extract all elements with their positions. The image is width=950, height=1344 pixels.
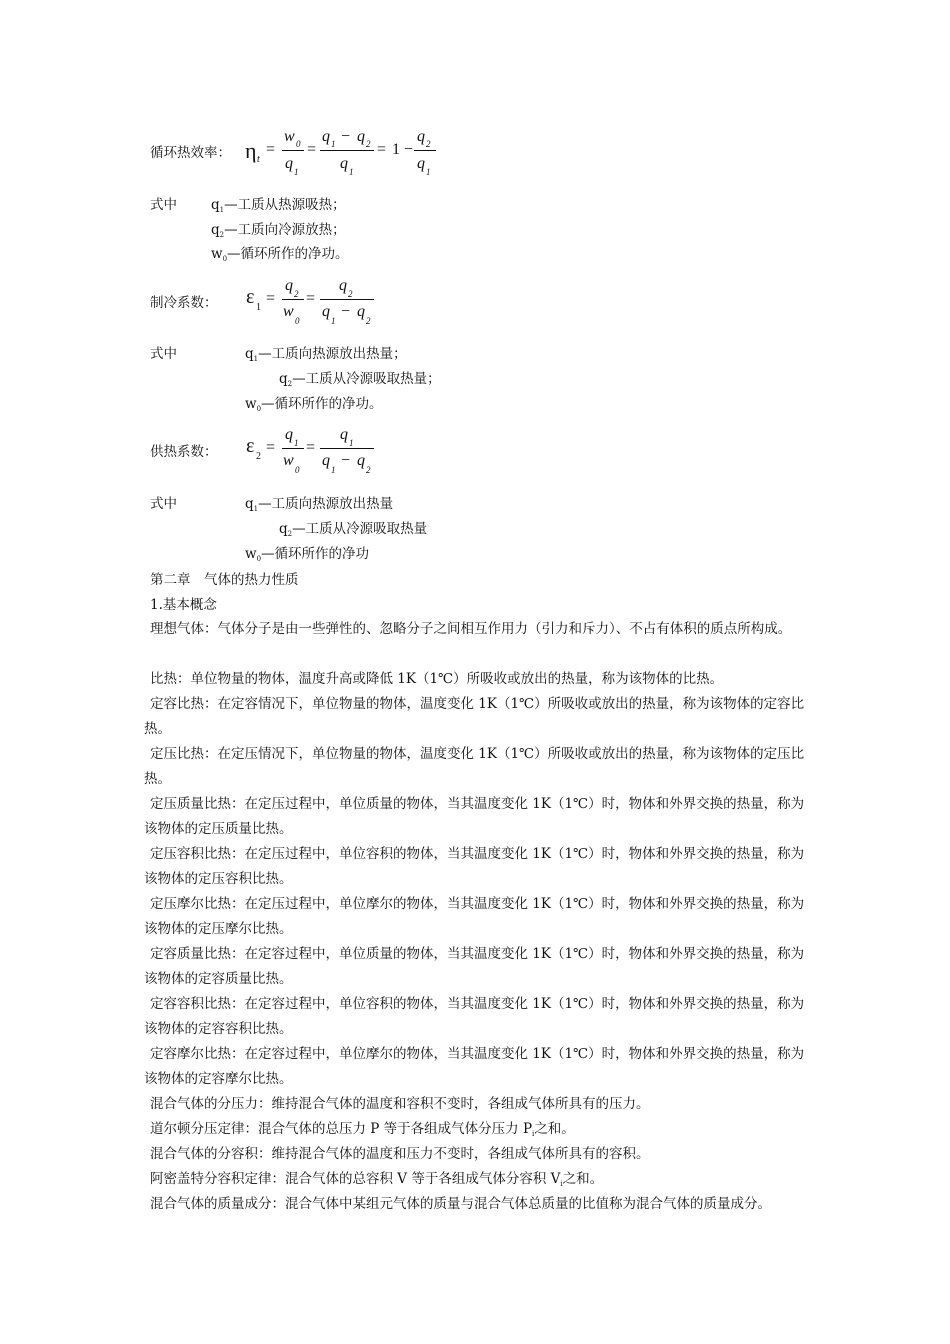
- legend-item: $q_2—$工质向冷源放热；: [211, 222, 346, 239]
- legend-item: $w_0—$循环所作的净功。: [245, 396, 383, 413]
- heating-label: 供热系数：: [150, 444, 218, 460]
- chapter-title: 第二章 气体的热力性质: [150, 572, 299, 588]
- definition-paragraph: 定压摩尔比热：在定压过程中，单位摩尔的物体，当其温度变化 1K（1℃）时，物体和外界交换的热量，称为该物体的定压摩尔比热。: [144, 896, 805, 937]
- legend-item: $q_2—$工质从冷源吸取热量: [279, 521, 428, 538]
- legend-item: $w_0—$循环所作的净功: [245, 546, 370, 563]
- legend-intro: 式中: [150, 346, 177, 362]
- legend-item: $q_1—$工质向热源放出热量: [245, 496, 394, 513]
- definition-paragraph: 定压质量比热：在定压过程中，单位质量的物体，当其温度变化 1K（1℃）时，物体和外界交换的热量，称为该物体的定压质量比热。: [144, 796, 805, 837]
- definition-paragraph: 理想气体：气体分子是由一些弹性的、忽略分子之间相互作用力（引力和斥力）、不占有体积的质点所构成。: [150, 621, 792, 637]
- legend-item: $q_1—$工质向热源放出热量；: [245, 346, 407, 363]
- definition-paragraph: 比热：单位物量的物体，温度升高或降低 1K（1℃）所吸收或放出的热量，称为该物体的比热。: [150, 671, 724, 687]
- definition-paragraph: 混合气体的分容积：维持混合气体的温度和压力不变时，各组成气体所具有的容积。: [150, 1146, 650, 1162]
- epsilon-symbol: ε: [246, 435, 255, 457]
- fraction-bar: [282, 150, 304, 151]
- definition-paragraph: 定容质量比热：在定容过程中，单位质量的物体，当其温度变化 1K（1℃）时，物体和外界交换的热量，称为该物体的定容质量比热。: [144, 946, 805, 987]
- definition-paragraph: 定压比热：在定压情况下，单位物量的物体，温度变化 1K（1℃）所吸收或放出的热量，称为该物体的定压比热。: [144, 746, 805, 787]
- fraction-bar: [282, 299, 304, 300]
- definition-paragraph: 定容摩尔比热：在定容过程中，单位摩尔的物体，当其温度变化 1K（1℃）时，物体和外界交换的热量，称为该物体的定容摩尔比热。: [144, 1046, 805, 1087]
- legend-intro: 式中: [150, 496, 177, 512]
- epsilon-symbol: ε: [246, 286, 255, 308]
- fraction-bar: [414, 150, 436, 151]
- fraction-bar: [320, 150, 374, 151]
- legend-item: $q_2—$工质从冷源吸取热量；: [279, 371, 441, 388]
- definition-paragraph: 定容容积比热：在定容过程中，单位容积的物体，当其温度变化 1K（1℃）时，物体和外界交换的热量，称为该物体的定容容积比热。: [144, 996, 805, 1037]
- fraction-bar: [320, 448, 374, 449]
- fraction-bar: [320, 299, 374, 300]
- section-title: 1.基本概念: [150, 597, 217, 613]
- amagat-law: 阿密盖特分容积定律：混合气体的总容积 V 等于各组成气体分容积 $V_i$之和。: [150, 1171, 604, 1188]
- efficiency-label: 循环热效率：: [150, 145, 231, 161]
- dalton-law: 道尔顿分压定律：混合气体的总压力 P 等于各组成气体分压力 $P_i$之和。: [150, 1121, 575, 1138]
- legend-intro: 式中: [150, 197, 177, 213]
- legend-item: $q_1—$工质从热源吸热；: [211, 197, 346, 214]
- cooling-label: 制冷系数：: [150, 295, 218, 311]
- definition-paragraph: 定容比热：在定容情况下，单位物量的物体，温度变化 1K（1℃）所吸收或放出的热量，称为该物体的定容比热。: [144, 696, 805, 737]
- definition-paragraph: 混合气体的质量成分：混合气体中某组元气体的质量与混合气体总质量的比值称为混合气体的质量成分。: [150, 1196, 771, 1212]
- definition-paragraph: 定压容积比热：在定压过程中，单位容积的物体，当其温度变化 1K（1℃）时，物体和外界交换的热量，称为该物体的定压容积比热。: [144, 846, 805, 887]
- eta-symbol: η: [245, 138, 257, 163]
- definition-paragraph: 混合气体的分压力：维持混合气体的温度和容积不变时，各组成气体所具有的压力。: [150, 1096, 650, 1112]
- legend-item: $w_0—$循环所作的净功。: [211, 246, 349, 263]
- fraction-bar: [282, 448, 304, 449]
